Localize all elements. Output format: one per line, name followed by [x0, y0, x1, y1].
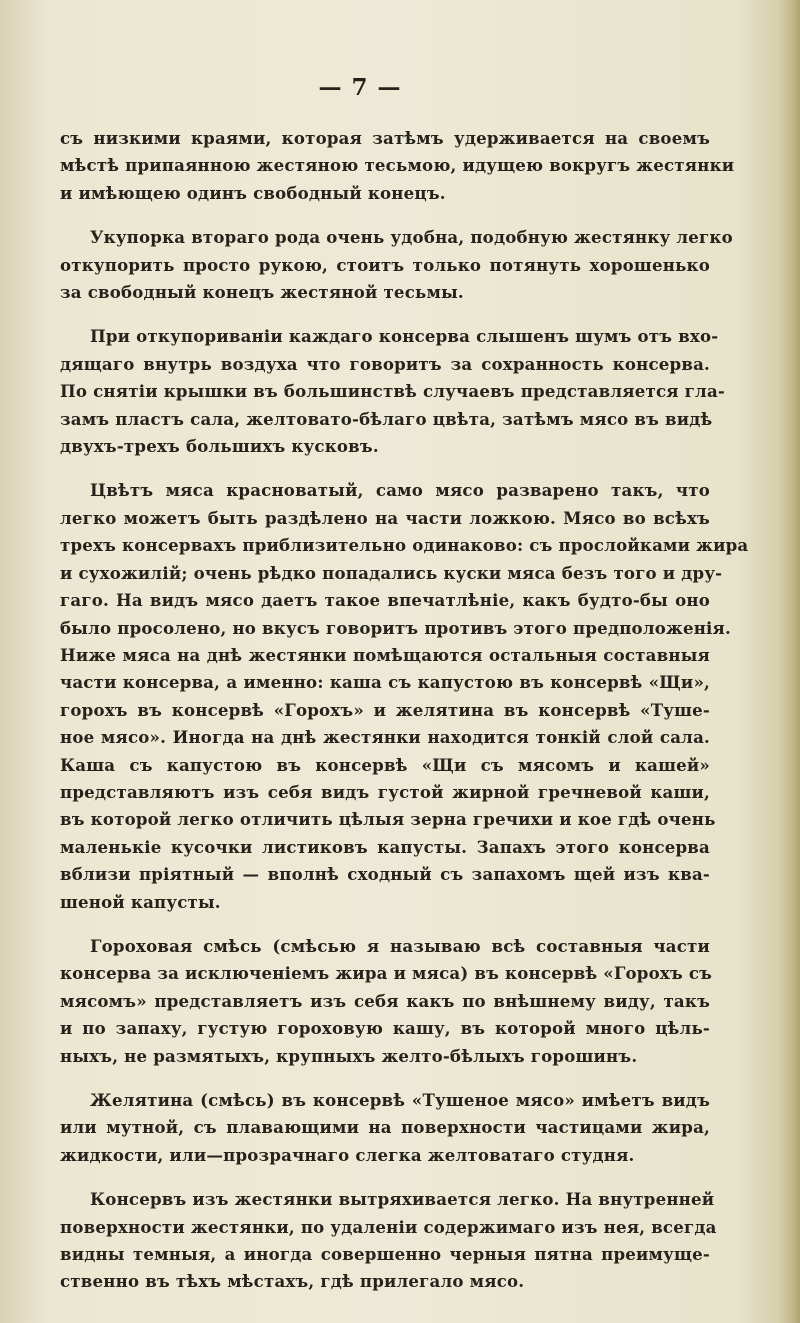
text-line: ственно въ тѣхъ мѣстахъ, гдѣ прилегало мясо.: [60, 1271, 525, 1292]
text-line: Каша съ капустою въ консервѣ «Щи съ мясомъ и кашей»: [60, 754, 710, 775]
text-line: Ниже мяса на днѣ жестянки помѣщаются остальныя составныя: [60, 644, 710, 665]
text-line: По снятіи крышки въ большинствѣ случаевъ представляется гла-: [60, 381, 725, 402]
text-line: маленькіе кусочки листиковъ капусты. Запахъ этого консерва: [60, 836, 710, 857]
text-line: Цвѣтъ мяса красноватый, само мясо разварено такъ, что: [90, 480, 710, 501]
text-line: ное мясо». Иногда на днѣ жестянки находится тонкій слой сала.: [60, 727, 710, 748]
text-line: было просолено, но вкусъ говоритъ противъ этого предположенія.: [60, 617, 731, 638]
text-line: мясомъ» представляетъ изъ себя какъ по внѣшнему виду, такъ: [60, 990, 710, 1011]
text-line: Укупорка втораго рода очень удобна, подобную жестянку легко: [90, 227, 733, 248]
text-line: представляютъ изъ себя видъ густой жирной гречневой каши,: [60, 781, 710, 802]
paragraph: [60, 1186, 717, 1296]
text-line: и имѣющею одинъ свободный конецъ.: [60, 182, 446, 203]
text-line: за свободный конецъ жестяной тесьмы.: [60, 282, 464, 303]
text-line: мѣстѣ припаянною жестяною тесьмою, идущею вокругъ жестянки: [60, 155, 735, 176]
text-line: Гороховая смѣсь (смѣсью я называю всѣ составныя части: [90, 935, 710, 956]
text-line: легко можетъ быть раздѣлено на части ложкою. Мясо во всѣхъ: [60, 507, 710, 528]
text-line: двухъ-трехъ большихъ кусковъ.: [60, 436, 379, 457]
text-line: видны темныя, а иногда совершенно черныя пятна преимуще-: [60, 1244, 710, 1265]
text-line: и сухожилій; очень рѣдко попадались куски мяса безъ того и дру-: [60, 562, 723, 583]
text-line: съ низкими краями, которая затѣмъ удерживается на своемъ: [60, 128, 710, 148]
text-line: въ которой легко отличить цѣлыя зерна гречихи и кое гдѣ очень: [60, 809, 716, 830]
text-line: дящаго внутрь воздуха что говоритъ за сохранность консерва.: [60, 353, 710, 374]
text-line: и по запаху, густую гороховую кашу, въ которой много цѣль-: [60, 1018, 710, 1039]
text-line: трехъ консервахъ приблизительно одинаково: съ прослойками жира: [60, 535, 749, 556]
page-number: — 7 —: [318, 74, 402, 101]
paragraph: [60, 477, 749, 916]
paragraph: [60, 125, 735, 207]
text-line: части консерва, а именно: каша съ капустою въ консервѣ «Щи»,: [60, 672, 710, 693]
paragraph: [60, 224, 733, 306]
text-line: консерва за исключеніемъ жира и мяса) въ консервѣ «Горохъ съ: [60, 963, 713, 984]
text-line: Желятина (смѣсь) въ консервѣ «Тушеное мясо» имѣетъ видъ: [90, 1090, 710, 1110]
paragraph: [60, 1087, 710, 1169]
paragraph: [60, 933, 713, 1070]
text-line: замъ пластъ сала, желтовато-бѣлаго цвѣта, затѣмъ мясо въ видѣ: [60, 408, 713, 429]
text-line: ныхъ, не размятыхъ, крупныхъ желто-бѣлыхъ горошинъ.: [60, 1045, 638, 1066]
page-edge-shadow: [778, 0, 800, 1323]
text-line: откупорить просто рукою, стоитъ только потянуть хорошенько: [60, 254, 710, 275]
text-line: поверхности жестянки, по удаленіи содержимаго изъ нея, всегда: [60, 1216, 717, 1237]
text-line: гаго. На видъ мясо даетъ такое впечатлѣніе, какъ будто-бы оно: [60, 590, 710, 611]
text-line: вблизи пріятный — вполнѣ сходный съ запахомъ щей изъ ква-: [60, 864, 710, 885]
text-line: горохъ въ консервѣ «Горохъ» и желятина въ консервѣ «Туше-: [60, 699, 710, 720]
document-body: [60, 125, 749, 1313]
text-line: или мутной, съ плавающими на поверхности частицами жира,: [60, 1117, 710, 1138]
paragraph: [60, 323, 725, 460]
text-line: жидкости, или—прозрачнаго слегка желтоватаго студня.: [60, 1144, 635, 1165]
text-line: Консервъ изъ жестянки вытряхивается легко. На внутренней: [90, 1189, 715, 1210]
text-line: При откупориваніи каждаго консерва слышенъ шумъ отъ вхо-: [90, 326, 719, 347]
text-line: шеной капусты.: [60, 891, 221, 912]
